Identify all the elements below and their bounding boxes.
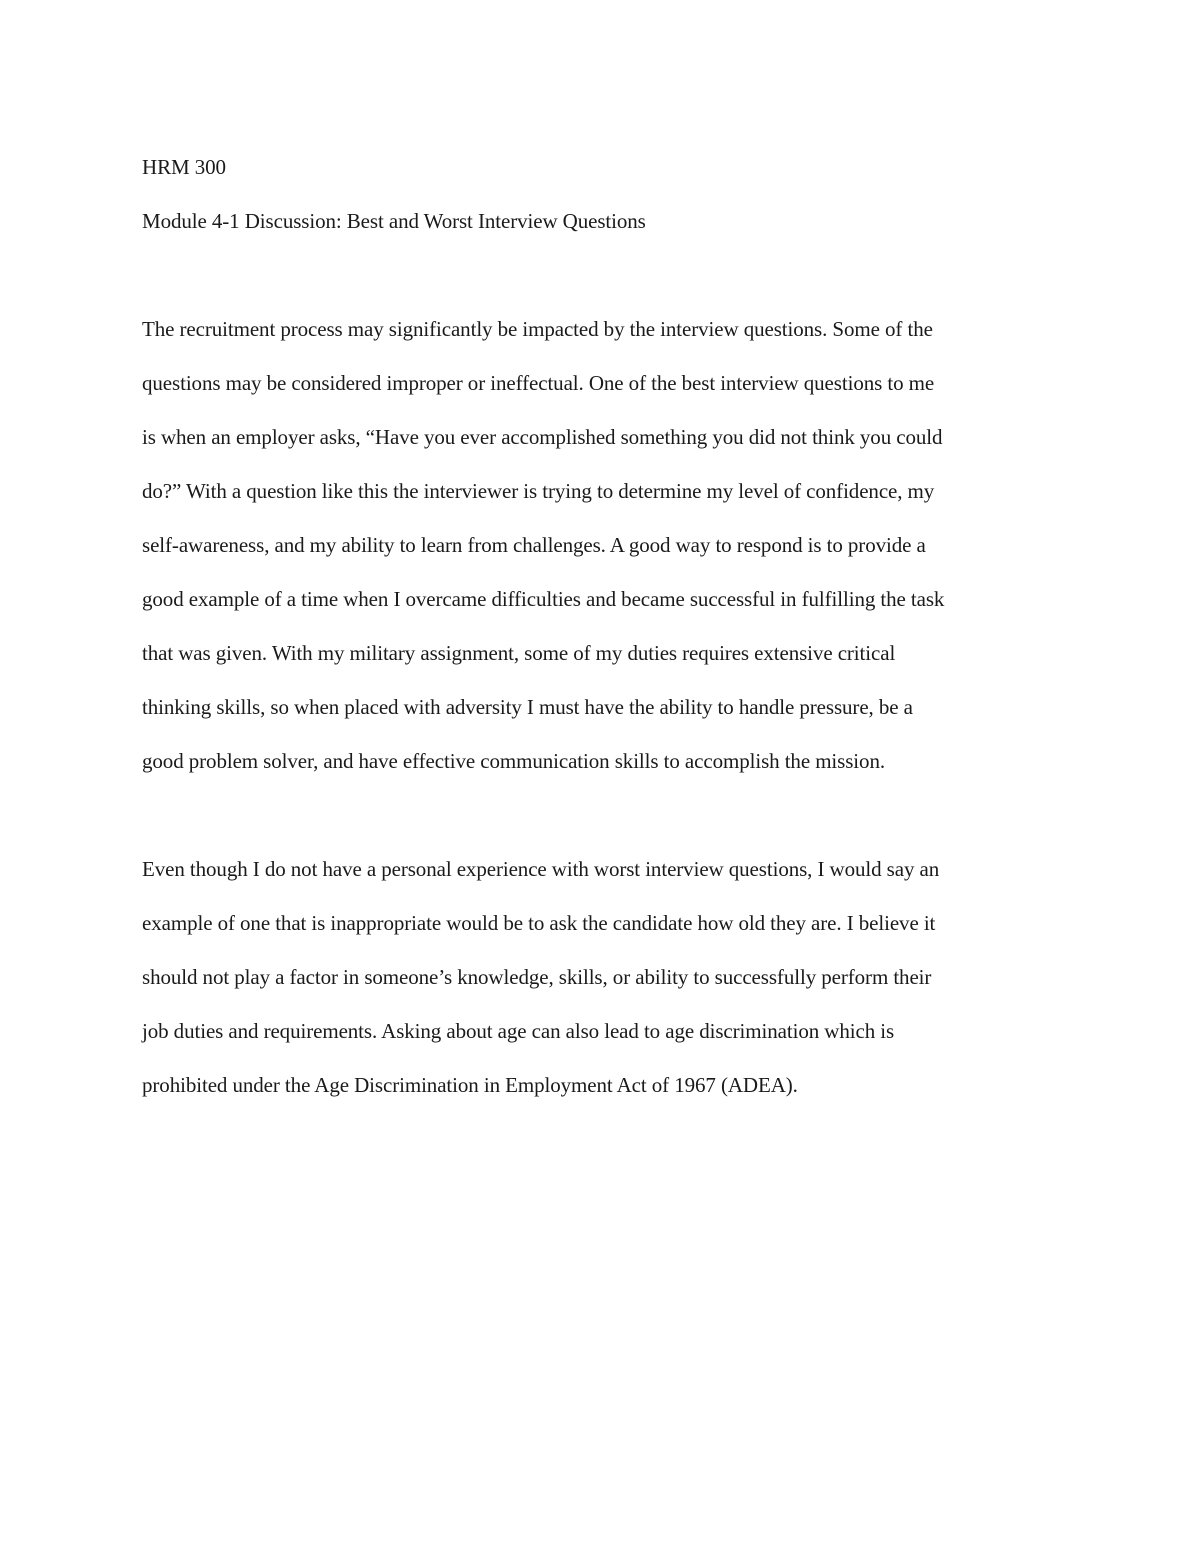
paragraph-line: job duties and requirements. Asking about age can also lead to age discrimination which is — [142, 1019, 895, 1043]
paragraph-line: self-awareness, and my ability to learn from challenges. A good way to respond is to provide a — [142, 533, 926, 557]
paragraph-line: good example of a time when I overcame difficulties and became successful in fulfilling the task — [142, 587, 945, 611]
paragraph-line: The recruitment process may significantly be impacted by the interview questions. Some of the — [142, 317, 933, 341]
paragraph-line: example of one that is inappropriate would be to ask the candidate how old they are. I believe it — [142, 911, 936, 935]
paragraph-line: thinking skills, so when placed with adversity I must have the ability to handle pressure, be a — [142, 695, 913, 719]
paragraph-line: good problem solver, and have effective communication skills to accomplish the mission. — [142, 749, 885, 773]
paragraph-line: prohibited under the Age Discrimination in Employment Act of 1967 (ADEA). — [142, 1073, 798, 1097]
paragraph-line: questions may be considered improper or ineffectual. One of the best interview questions to me — [142, 371, 935, 395]
paragraph-best-question — [142, 302, 1062, 788]
paragraph-line: do?” With a question like this the interviewer is trying to determine my level of confidence, my — [142, 479, 935, 503]
paragraph-line: is when an employer asks, “Have you ever accomplished something you did not think you could — [142, 425, 943, 449]
document-title: Module 4-1 Discussion: Best and Worst Interview Questions — [142, 209, 646, 233]
paragraph-worst-question — [142, 842, 1062, 1112]
paragraph-line: that was given. With my military assignment, some of my duties requires extensive critical — [142, 641, 896, 665]
course-code: HRM 300 — [142, 155, 226, 179]
paragraph-line: should not play a factor in someone’s knowledge, skills, or ability to successfully perform their — [142, 965, 932, 989]
document-body — [142, 140, 1062, 1112]
paragraph-line: Even though I do not have a personal experience with worst interview questions, I would say an — [142, 857, 940, 881]
